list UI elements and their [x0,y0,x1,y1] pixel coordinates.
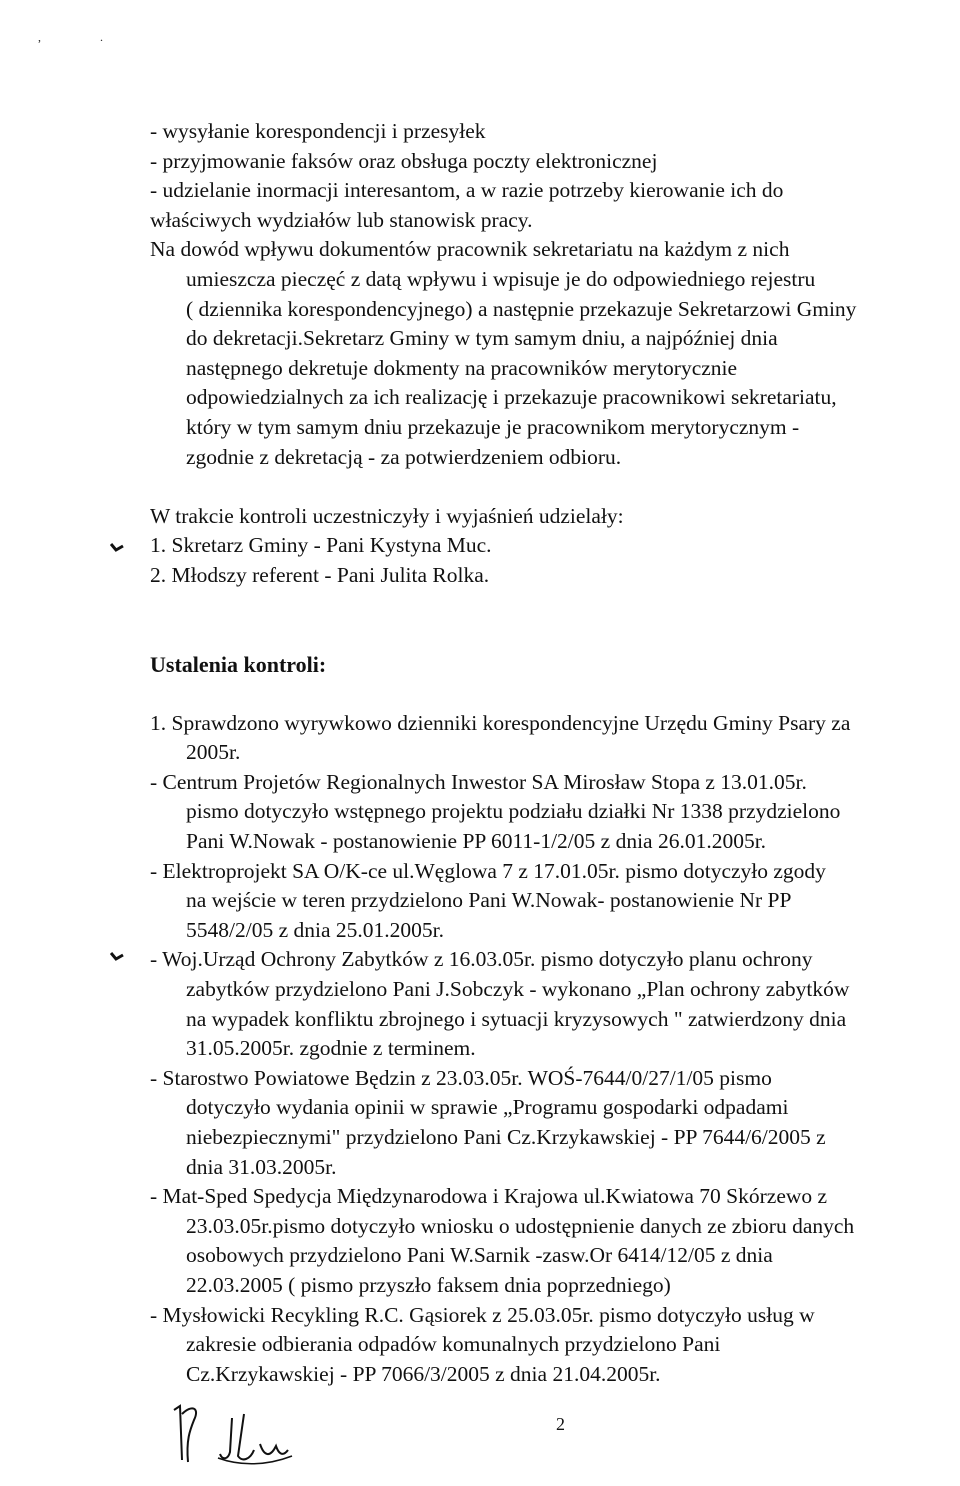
paragraph-line: Na dowód wpływu dokumentów pracownik sekretariatu na każdym z nich [150,237,790,262]
paragraph-line: do dekretacji.Sekretarz Gminy w tym samym dniu, a najpóźniej dnia [186,326,778,351]
finding-line: pismo dotyczyło wstępnego projektu podziału działki Nr 1338 przydzielono [186,799,841,824]
finding-line: 22.03.2005 ( pismo przyszło faksem dnia poprzedniego) [186,1272,671,1297]
finding-line: Cz.Krzykawskiej - PP 7066/3/2005 z dnia 21.04.2005r. [186,1361,661,1386]
finding-line: - Mat-Sped Spedycja Międzynarodowa i Krajowa ul.Kwiatowa 70 Skórzewo z [150,1184,828,1209]
finding-line: 23.03.05r.pismo dotyczyło wniosku o udostępnienie danych ze zbioru danych [186,1213,855,1238]
check-mark-icon [110,542,124,552]
check-mark-icon [110,951,124,961]
finding-line: dnia 31.03.2005r. [186,1154,337,1179]
handwritten-signature [170,1400,300,1470]
finding-line: 5548/2/05 z dnia 25.01.2005r. [186,917,444,942]
finding-line: 2005r. [186,740,241,765]
finding-line: - Woj.Urząd Ochrony Zabytków z 16.03.05r. pismo dotyczyło planu ochrony [150,947,813,972]
paragraph-line: który w tym samym dniu przekazuje je pracownikom merytorycznym - [186,414,800,439]
finding-line: - Mysłowicki Recykling R.C. Gąsiorek z 25.03.05r. pismo dotyczyło usług w [150,1302,815,1327]
scan-mark: . [100,30,103,44]
list-item: - wysyłanie korespondencji i przesyłek [150,119,486,143]
paragraph-line: ( dziennika korespondencyjnego) a następnie przekazuje Sekretarzowi Gminy [186,296,857,321]
finding-line: dotyczyło wydania opinii w sprawie „Programu gospodarki odpadami [186,1095,789,1120]
paragraph-line: następnego dekretuje dokmenty na pracowników merytorycznie [186,355,738,380]
finding-line: niebezpiecznymi" przydzielono Pani Cz.Krzykawskiej - PP 7644/6/2005 z [186,1125,826,1149]
section-heading: Ustalenia kontroli: [150,651,327,677]
finding-line: - Centrum Projetów Regionalnych Inwestor SA Mirosław Stopa z 13.01.05r. [150,769,807,794]
list-item: - przyjmowanie faksów oraz obsługa poczty elektronicznej [150,148,658,173]
finding-line: - Starostwo Powiatowe Będzin z 23.03.05r. WOŚ-7644/0/27/1/05 pismo [150,1065,772,1090]
finding-line: osobowych przydzielono Pani W.Sarnik -zasw.Or 6414/12/05 z dnia [186,1243,773,1268]
paragraph-line: odpowiedzialnych za ich realizację i przekazuje pracownikowi sekretariatu, [186,385,837,410]
paragraph-line: zgodnie z dekretacją - za potwierdzeniem odbioru. [186,444,622,469]
list-item: właściwych wydziałów lub stanowisk pracy. [150,207,533,232]
list-item: - udzielanie inormacji interesantom, a w razie potrzeby kierowanie ich do [150,178,784,203]
document-body [150,117,950,1389]
finding-line: na wypadek konfliktu zbrojnego i sytuacji kryzysowych " zatwierdzony dnia [186,1006,847,1031]
finding-line: Pani W.Nowak - postanowienie PP 6011-1/2/05 z dnia 26.01.2005r. [186,829,767,854]
participants-intro: W trakcie kontroli uczestniczyły i wyjaśnień udzielały: [150,503,624,528]
finding-line: zabytków przydzielono Pani J.Sobczyk - wykonano „Plan ochrony zabytków [186,977,850,1002]
finding-line: na wejście w teren przydzielono Pani W.Nowak- postanowienie Nr PP [186,888,792,913]
participant-item: 1. Skretarz Gminy - Pani Kystyna Muc. [150,533,492,558]
participant-item: 2. Młodszy referent - Pani Julita Rolka. [150,562,490,587]
scan-mark: , [38,30,41,44]
finding-line: - Elektroprojekt SA O/K-ce ul.Węglowa 7 z 17.01.05r. pismo dotyczyło zgody [150,858,826,883]
paragraph-line: umieszcza pieczęć z datą wpływu i wpisuje je do odpowiedniego rejestru [186,266,816,291]
page-number: 2 [556,1414,565,1434]
finding-line: 31.05.2005r. zgodnie z terminem. [186,1036,476,1061]
finding-line: 1. Sprawdzono wyrywkowo dzienniki korespondencyjne Urzędu Gminy Psary za [150,710,851,735]
finding-line: zakresie odbierania odpadów komunalnych przydzielono Pani [186,1332,721,1357]
